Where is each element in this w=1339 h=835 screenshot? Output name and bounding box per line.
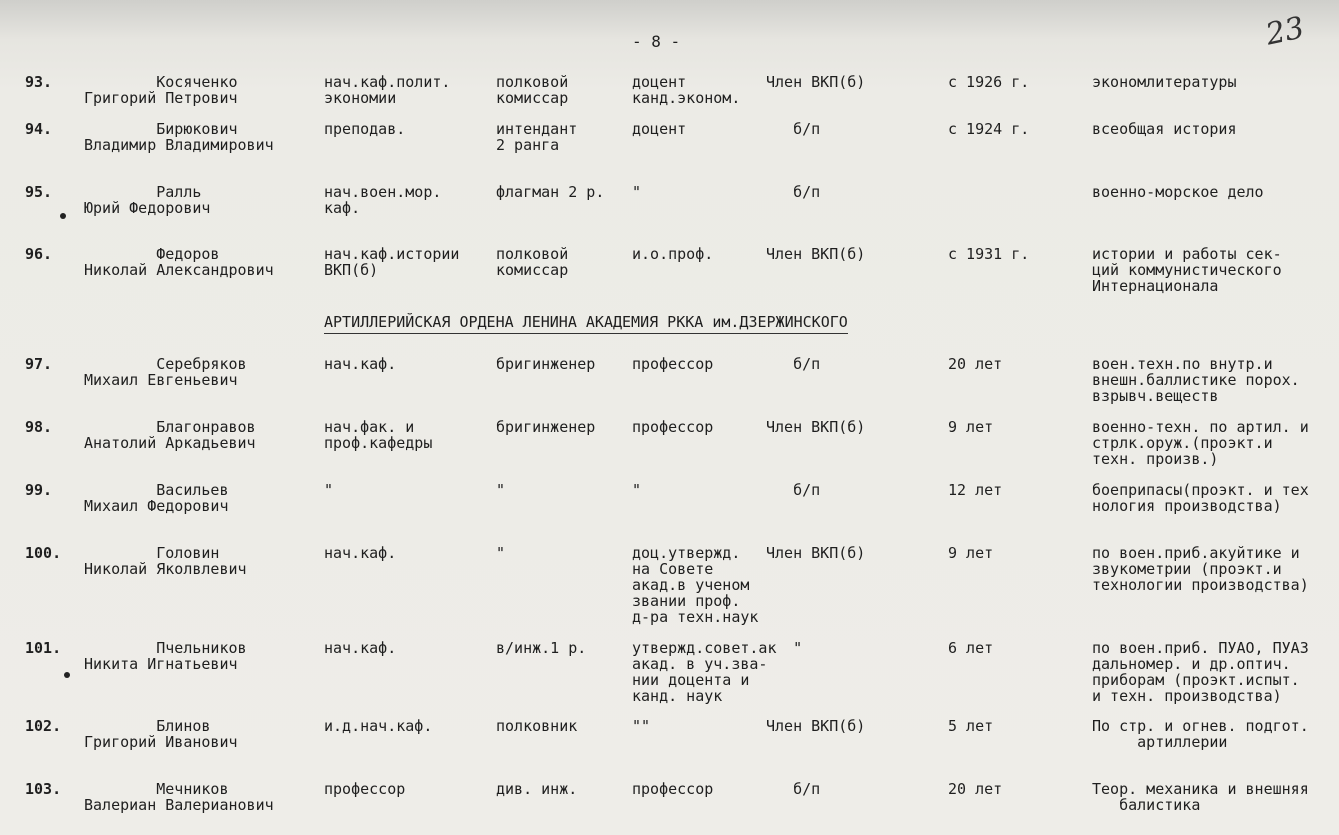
- row-number: 103.: [25, 780, 62, 798]
- rank-cell: бригинженер: [496, 355, 596, 373]
- ink-blot: [64, 672, 70, 678]
- ink-blot: [60, 213, 66, 219]
- rank-cell: ": [496, 481, 506, 499]
- experience-cell: 6 лет: [948, 639, 994, 657]
- position-cell: нач.каф.истории ВКП(б): [324, 245, 460, 279]
- section-heading: АРТИЛЛЕРИЙСКАЯ ОРДЕНА ЛЕНИНА АКАДЕМИЯ РККА им.ДЗЕРЖИНСКОГО: [324, 313, 848, 334]
- person-name: Косяченко Григорий Петрович: [84, 73, 238, 107]
- row-number: 102.: [25, 717, 62, 735]
- specialty-cell: военно-техн. по артил. и стрлк.оруж.(проэкт.и техн. произв.): [1092, 419, 1309, 467]
- row-number: 96.: [25, 245, 53, 263]
- party-membership-cell: Член ВКП(б): [766, 73, 866, 91]
- academic-degree-cell: "": [632, 717, 651, 735]
- rank-cell: полковник: [496, 717, 578, 735]
- handwritten-folio-mark: 23: [1262, 10, 1308, 53]
- position-cell: нач.воен.мор. каф.: [324, 183, 442, 217]
- experience-cell: 20 лет: [948, 355, 1003, 373]
- academic-degree-cell: и.о.проф.: [632, 245, 714, 263]
- party-membership-cell: ": [766, 639, 803, 657]
- academic-degree-cell: доцент: [632, 120, 687, 138]
- party-membership-cell: Член ВКП(б): [766, 418, 866, 436]
- academic-degree-cell: доцент канд.эконом.: [632, 73, 741, 107]
- position-cell: нач.каф.: [324, 544, 397, 562]
- row-number: 101.: [25, 639, 62, 657]
- position-cell: нач.каф.: [324, 355, 397, 373]
- row-number: 94.: [25, 120, 53, 138]
- experience-cell: 9 лет: [948, 418, 994, 436]
- academic-degree-cell: утвержд.совет.ак акад. в уч.зва- нии доцента и канд. наук: [632, 639, 777, 705]
- party-membership-cell: б/п: [766, 780, 821, 798]
- person-name: Благонравов Анатолий Аркадьевич: [84, 418, 256, 452]
- academic-degree-cell: ": [632, 183, 642, 201]
- academic-degree-cell: профессор: [632, 355, 714, 373]
- specialty-cell: боеприпасы(проэкт. и тех нология производства): [1092, 482, 1309, 514]
- position-cell: и.д.нач.каф.: [324, 717, 433, 735]
- specialty-cell: По стр. и огнев. подгот. артиллерии: [1092, 718, 1309, 750]
- person-name: Головин Николай Яколвлевич: [84, 544, 247, 578]
- rank-cell: ": [496, 544, 506, 562]
- specialty-cell: по воен.приб.акуйтике и звукометрии (проэкт.и технологии производства): [1092, 545, 1309, 593]
- academic-degree-cell: профессор: [632, 780, 714, 798]
- rank-cell: флагман 2 р.: [496, 183, 605, 201]
- rank-cell: бригинженер: [496, 418, 596, 436]
- specialty-cell: Теор. механика и внешняя балистика: [1092, 781, 1309, 813]
- specialty-cell: по воен.приб. ПУАО, ПУАЗ дальномер. и др.оптич. приборам (проэкт.испыт. и техн. производства): [1092, 640, 1309, 704]
- row-number: 93.: [25, 73, 53, 91]
- experience-cell: 5 лет: [948, 717, 994, 735]
- person-name: Бирюкович Владимир Владимирович: [84, 120, 274, 154]
- position-cell: нач.фак. и проф.кафедры: [324, 418, 433, 452]
- specialty-cell: всеобщая история: [1092, 121, 1237, 137]
- party-membership-cell: б/п: [766, 481, 821, 499]
- person-name: Васильев Михаил Федорович: [84, 481, 229, 515]
- row-number: 98.: [25, 418, 53, 436]
- row-number: 95.: [25, 183, 53, 201]
- experience-cell: с 1924 г.: [948, 120, 1030, 138]
- party-membership-cell: б/п: [766, 355, 821, 373]
- position-cell: нач.каф.: [324, 639, 397, 657]
- row-number: 97.: [25, 355, 53, 373]
- specialty-cell: экономлитературы: [1092, 74, 1237, 90]
- row-number: 99.: [25, 481, 53, 499]
- party-membership-cell: б/п: [766, 120, 821, 138]
- rank-cell: в/инж.1 р.: [496, 639, 587, 657]
- rank-cell: полковой комиссар: [496, 245, 569, 279]
- party-membership-cell: б/п: [766, 183, 821, 201]
- person-name: Блинов Григорий Иванович: [84, 717, 238, 751]
- academic-degree-cell: ": [632, 481, 642, 499]
- experience-cell: с 1931 г.: [948, 245, 1030, 263]
- position-cell: нач.каф.полит. экономии: [324, 73, 451, 107]
- experience-cell: с 1926 г.: [948, 73, 1030, 91]
- party-membership-cell: Член ВКП(б): [766, 544, 866, 562]
- specialty-cell: истории и работы сек- ций коммунистического Интернационала: [1092, 246, 1282, 294]
- specialty-cell: воен.техн.по внутр.и внешн.баллистике порох. взрывч.веществ: [1092, 356, 1300, 404]
- page-number: - 8 -: [632, 32, 681, 51]
- experience-cell: 12 лет: [948, 481, 1003, 499]
- position-cell: профессор: [324, 780, 406, 798]
- position-cell: преподав.: [324, 120, 406, 138]
- person-name: Серебряков Михаил Евгеньевич: [84, 355, 247, 389]
- specialty-cell: военно-морское дело: [1092, 184, 1264, 200]
- row-number: 100.: [25, 544, 62, 562]
- person-name: Федоров Николай Александрович: [84, 245, 274, 279]
- academic-degree-cell: доц.утвержд. на Совете акад.в ученом звании проф. д-ра техн.наук: [632, 544, 759, 626]
- rank-cell: интендант 2 ранга: [496, 120, 578, 154]
- position-cell: ": [324, 481, 334, 499]
- experience-cell: 20 лет: [948, 780, 1003, 798]
- person-name: Пчельников Никита Игнатьевич: [84, 639, 247, 673]
- party-membership-cell: Член ВКП(б): [766, 245, 866, 263]
- rank-cell: полковой комиссар: [496, 73, 569, 107]
- person-name: Ралль Юрий Федорович: [84, 183, 211, 217]
- academic-degree-cell: профессор: [632, 418, 714, 436]
- party-membership-cell: Член ВКП(б): [766, 717, 866, 735]
- rank-cell: див. инж.: [496, 780, 578, 798]
- experience-cell: 9 лет: [948, 544, 994, 562]
- person-name: Мечников Валериан Валерианович: [84, 780, 274, 814]
